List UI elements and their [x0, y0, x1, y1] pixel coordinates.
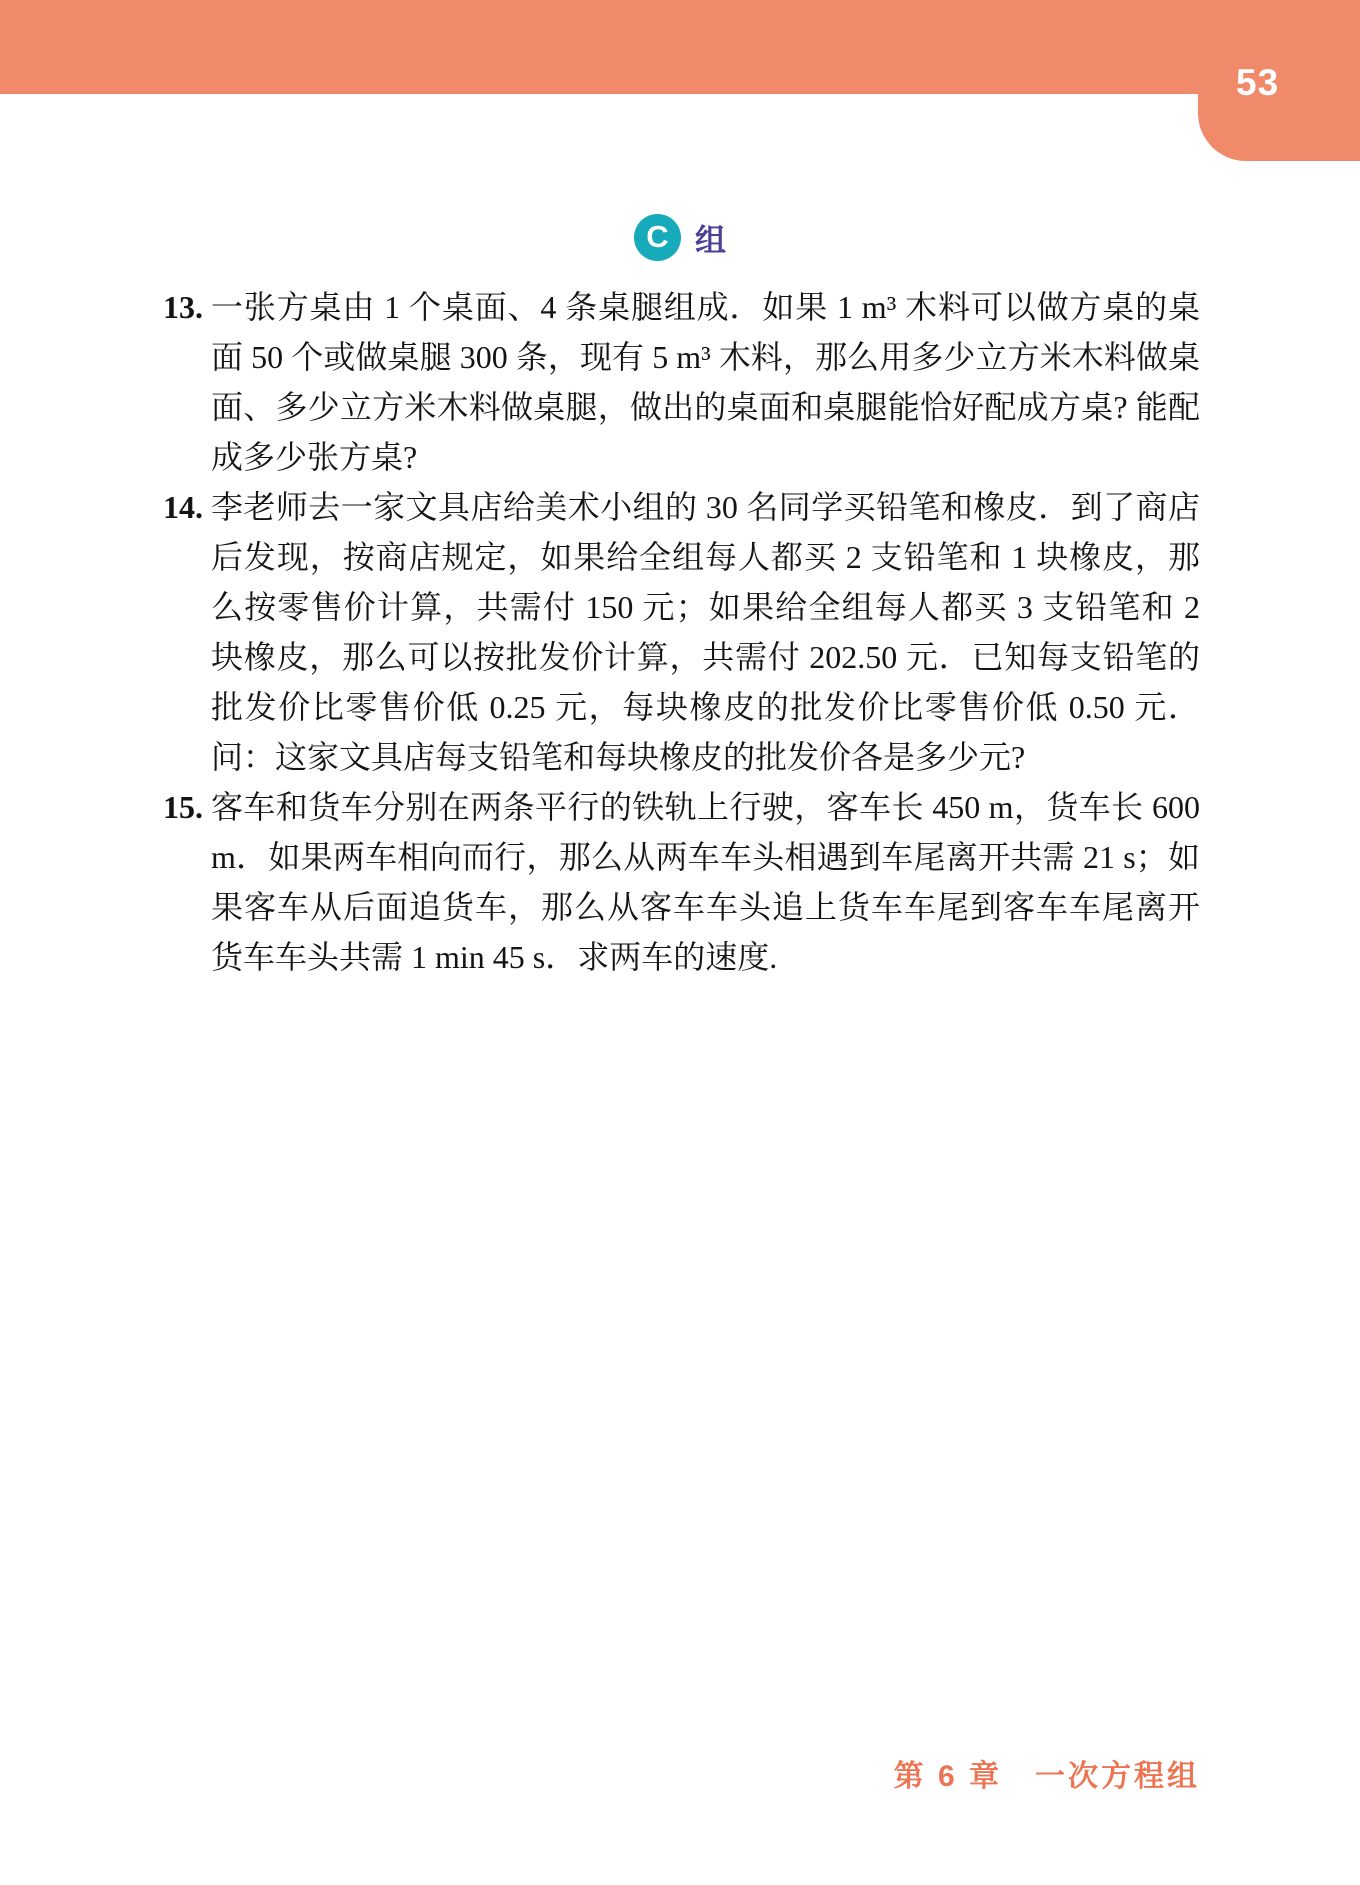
page-number: 53: [1236, 62, 1280, 103]
header-banner: [0, 0, 1360, 94]
problem-item: [163, 782, 1200, 982]
section-label: 组: [695, 223, 726, 258]
problem-number: 14.: [163, 489, 203, 525]
section-heading: [0, 214, 1360, 261]
group-c-badge: C: [634, 214, 681, 261]
chapter-footer: 第 6 章 一次方程组: [893, 1760, 1200, 1793]
problem-item: [163, 282, 1200, 482]
problem-text: 李老师去一家文具店给美术小组的 30 名同学买铅笔和橡皮．到了商店后发现，按商店规定，如果给全组每人都买 2 支铅笔和 1 块橡皮，那么按零售价计算，共需付 150 元；如果给全组每人都买 3 支铅笔和 2 块橡皮，那么可以按批发价计算，共需付 202.50 元．已知每支铅笔的批发价比零售价低 0.25 元，每块橡皮的批发价比零售价低 0.50 元．问：这家文具店每支铅笔和每块橡皮的批发价各是多少元?: [211, 489, 1200, 775]
problem-item: [163, 482, 1200, 782]
page-number-tab: [1198, 0, 1360, 161]
problem-number: 15.: [163, 789, 203, 825]
problem-list: [163, 282, 1200, 982]
problem-number: 13.: [163, 289, 203, 325]
problem-text: 一张方桌由 1 个桌面、4 条桌腿组成．如果 1 m³ 木料可以做方桌的桌面 50 个或做桌腿 300 条，现有 5 m³ 木料，那么用多少立方米木料做桌面、多少立方米木料做桌腿，做出的桌面和桌腿能恰好配成方桌? 能配成多少张方桌?: [211, 289, 1200, 475]
problem-text: 客车和货车分别在两条平行的铁轨上行驶，客车长 450 m，货车长 600 m．如果两车相向而行，那么从两车车头相遇到车尾离开共需 21 s；如果客车从后面追货车，那么从客车车头追上货车车尾到客车车尾离开货车车头共需 1 min 45 s．求两车的速度.: [211, 789, 1200, 975]
